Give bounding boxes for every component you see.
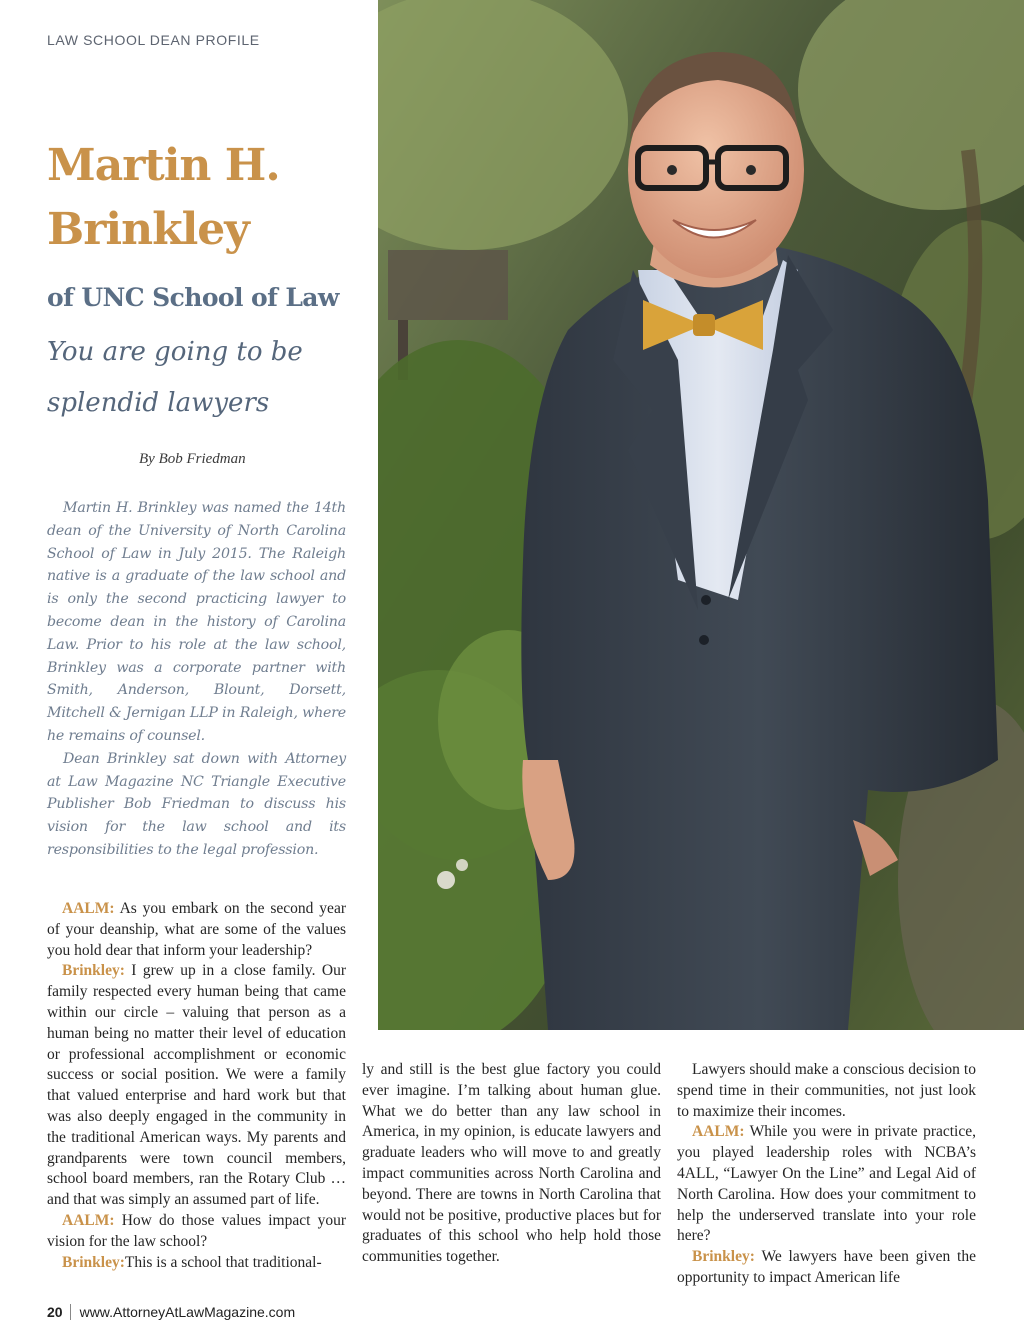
question-text: While you were in private practice, you played leadership roles with NCBA’s 4ALL, “Lawyer On the Line” and Legal Aid of North Carolina. How does your commitment to help the underserved translate into your role here? xyxy=(677,1123,976,1245)
page-footer xyxy=(47,1304,295,1320)
speaker-label-aalm: AALM: xyxy=(62,900,115,917)
speaker-label-aalm: AALM: xyxy=(62,1211,115,1229)
title-line-1: Martin H. xyxy=(47,140,280,191)
answer-text: We lawyers have been given the opportunity to impact American life xyxy=(677,1248,976,1286)
interview-question xyxy=(677,1122,976,1247)
tagline-line-2: splendid lawyers xyxy=(47,388,270,418)
answer-text: This is a school that traditional- xyxy=(124,1253,322,1271)
article-column-1 xyxy=(47,899,346,1273)
byline: By Bob Friedman xyxy=(139,451,246,467)
intro-paragraph: Martin H. Brinkley was named the 14th dean of the University of North Carolina School of Law in July 2015. The Raleigh native is a graduate of the law school and is only the second practicing lawyer to become dean in the history of Carolina Law. Prior to his role at the law school, Brinkley was a corporate partner with Smith, Anderson, Blount, Dorsett, Mitchell & Jernigan LLP in Raleigh, where he remains of counsel. xyxy=(47,500,346,744)
article-subtitle: of UNC School of Law xyxy=(47,283,339,312)
footer-divider xyxy=(70,1304,71,1320)
interview-answer xyxy=(47,961,346,1211)
interview-question xyxy=(47,1211,346,1253)
section-label: LAW SCHOOL DEAN PROFILE xyxy=(47,32,260,48)
article-column-2 xyxy=(362,1060,661,1268)
portrait-photo xyxy=(378,0,1024,1030)
interview-answer xyxy=(677,1247,976,1289)
article-tagline xyxy=(47,327,367,429)
page-number: 20 xyxy=(47,1304,63,1320)
speaker-label-brinkley: Brinkley: xyxy=(62,1253,125,1271)
interview-answer xyxy=(47,1253,346,1274)
answer-text: I grew up in a close family. Our family respected every human being that came within our circle – valuing that person as a human being no matter their level of education or professional accomplishment or economic success or social position. We were a family that valued enterprise and hard work but that was also deeply engaged in the community in the traditional American ways. My parents and grandparents were town council members, school board members, ran the Rotary Club … and that was simply an assumed part of life. xyxy=(47,962,346,1209)
answer-continuation: ly and still is the best glue factory you could ever imagine. I’m talking about human glue. What we do better than any law school in America, in my opinion, is educate lawyers and graduate leaders who will move to and greatly impact communities across North Carolina and beyond. There are towns in North Carolina that would not be positive, productive places but for graduates of this school who help hold those communities together. xyxy=(362,1061,661,1266)
speaker-label-brinkley: Brinkley: xyxy=(62,962,125,980)
intro-paragraph: Dean Brinkley sat down with Attorney at Law Magazine NC Triangle Executive Publisher Bob Friedman to discuss his vision for the law school and its responsibilities to the legal profession. xyxy=(47,750,346,858)
speaker-label-aalm: AALM: xyxy=(692,1123,745,1141)
question-text: How do those values impact your vision for the law school? xyxy=(47,1211,346,1250)
answer-paragraph: Lawyers should make a conscious decision to spend time in their communities, not just look to maximize their incomes. xyxy=(677,1061,976,1120)
intro-text xyxy=(47,497,346,862)
article-title xyxy=(47,134,367,262)
website-link[interactable]: www.AttorneyAtLawMagazine.com xyxy=(79,1304,296,1320)
article-column-3 xyxy=(677,1060,976,1289)
title-line-2: Brinkley xyxy=(47,204,249,255)
interview-question xyxy=(47,899,346,961)
tagline-line-1: You are going to be xyxy=(47,337,303,367)
question-text: As you embark on the second year of your deanship, what are some of the values you hold dear that inform your leadership? xyxy=(47,900,346,959)
speaker-label-brinkley: Brinkley: xyxy=(692,1248,755,1266)
